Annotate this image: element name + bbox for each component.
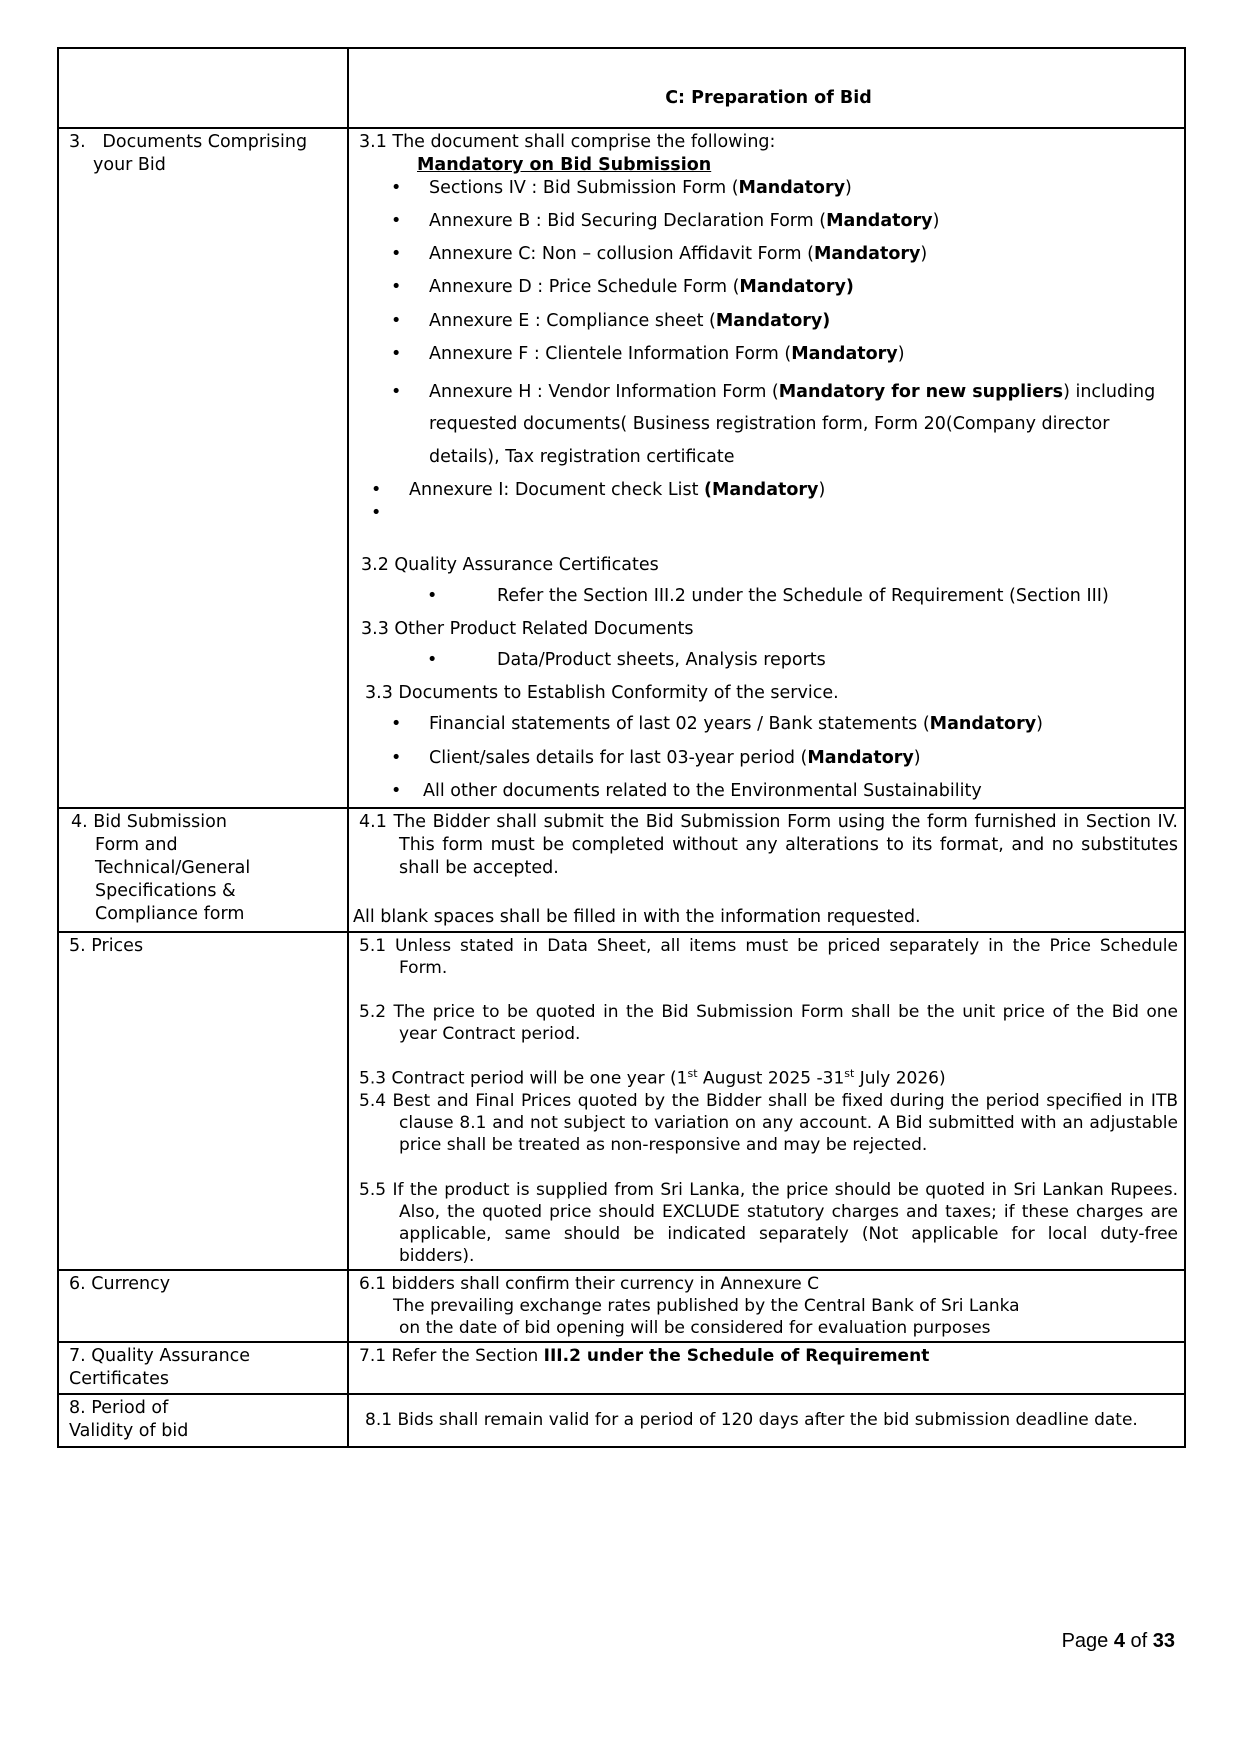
paragraph: 5.2 The price to be quoted in the Bid Submission Form shall be the unit price of the Bid one year Contract period. — [359, 1002, 1178, 1045]
list-item: • Data/Product sheets, Analysis reports — [359, 649, 1178, 672]
qa-heading: 3.2 Quality Assurance Certificates — [361, 554, 659, 575]
paragraph: 5.4 Best and Final Prices quoted by the Bidder shall be fixed during the period specified in ITB clause 8.1 and not subject to variation on any account. A Bid submitted with an adjustable price shall be treated as non-responsive and may be rejected. — [359, 1091, 1178, 1156]
table-row-section-7 — [58, 1342, 1185, 1394]
empty-bullet — [359, 502, 1178, 524]
table-row-section-4 — [58, 808, 1185, 932]
list-item: • Annexure C: Non – collusion Affidavit Form (Mandatory) — [359, 243, 1178, 266]
table-row-section-3 — [58, 128, 1185, 808]
label-line: Documents Comprising — [102, 132, 308, 152]
page-number: Page 4 of 33 — [1061, 1630, 1175, 1652]
row-content — [348, 128, 1185, 808]
paragraph: 5.3 Contract period will be one year (1st August 2025 -31st July 2026) — [359, 1067, 946, 1090]
bid-preparation-table — [57, 47, 1186, 1448]
list-item: • All other documents related to the Environmental Sustainability — [359, 780, 1178, 803]
row-label: 4. Bid Submission Form and Technical/General Specifications & Compliance form — [58, 808, 348, 932]
row-label: 8. Period of Validity of bid — [58, 1394, 348, 1446]
list-item: • Annexure F : Clientele Information Form (Mandatory) — [359, 343, 1178, 366]
header-title-cell — [348, 48, 1185, 128]
table-row-section-6 — [58, 1270, 1185, 1342]
other-heading: 3.3 Other Product Related Documents — [361, 619, 694, 640]
table-row-section-5 — [58, 932, 1185, 1270]
row-content: 7.1 Refer the Section III.2 under the Schedule of Requirement — [348, 1342, 1185, 1394]
row-content: 8.1 Bids shall remain valid for a period of 120 days after the bid submission deadline date. — [348, 1394, 1185, 1446]
row-label: 7. Quality Assurance Certificates — [58, 1342, 348, 1394]
paragraph: 5.5 If the product is supplied from Sri Lanka, the price should be quoted in Sri Lankan Rupees. Also, the quoted price should EXCLUDE statutory charges and taxes; if these charges are applicable, same should be indicated separately (Not applicable for local duty-free bidders). — [359, 1179, 1178, 1266]
list-item: • Annexure B : Bid Securing Declaration Form (Mandatory) — [359, 210, 1178, 233]
list-item: • Financial statements of last 02 years / Bank statements (Mandatory) — [359, 713, 1178, 736]
list-item-annexure-h: • Annexure H : Vendor Information Form (Mandatory for new suppliers) including requested documents( Business registration form, Form 20(Company director details), Tax registration certificate — [359, 376, 1178, 473]
row-label: 5. Prices — [58, 932, 348, 1270]
list-item: • Refer the Section III.2 under the Schedule of Requirement (Section III) — [359, 585, 1178, 608]
label-number: 3. — [69, 132, 86, 152]
label-line: your Bid — [93, 155, 166, 176]
row-content — [348, 932, 1185, 1270]
header-left-cell — [58, 48, 348, 128]
list-item: • Annexure D : Price Schedule Form (Mandatory) — [359, 276, 1178, 299]
list-item: • Sections IV : Bid Submission Form (Mandatory) — [359, 177, 1178, 200]
table-row-section-8 — [58, 1394, 1185, 1446]
document-page — [57, 47, 1186, 1448]
list-item-annexure-i: • Annexure I: Document check List (Mandatory) — [359, 479, 1178, 502]
conformity-heading: 3.3 Documents to Establish Conformity of the service. — [365, 683, 839, 704]
paragraph: 5.1 Unless stated in Data Sheet, all items must be priced separately in the Price Schedule Form. — [359, 936, 1178, 979]
paragraph: All blank spaces shall be filled in with the information requested. — [353, 907, 921, 927]
mandatory-heading: Mandatory on Bid Submission — [417, 155, 712, 176]
paragraph: 4.1 The Bidder shall submit the Bid Submission Form using the form furnished in Section IV. This form must be completed without any alterations to its format, and no substitutes shall be accepted. — [359, 811, 1178, 878]
row-label: 6. Currency — [58, 1270, 348, 1342]
section-title: C: Preparation of Bid — [665, 88, 872, 108]
intro-text: 3.1 The document shall comprise the following: — [359, 132, 776, 152]
list-item: • Annexure E : Compliance sheet (Mandatory) — [359, 310, 1178, 333]
row-content: 6.1 bidders shall confirm their currency in Annexure C The prevailing exchange rates published by the Central Bank of Sri Lanka on the date of bid opening will be considered for evaluation purposes — [348, 1270, 1185, 1342]
row-label — [58, 128, 348, 808]
table-header-row — [58, 48, 1185, 128]
list-item: • Client/sales details for last 03-year period (Mandatory) — [359, 747, 1178, 770]
row-content — [348, 808, 1185, 932]
